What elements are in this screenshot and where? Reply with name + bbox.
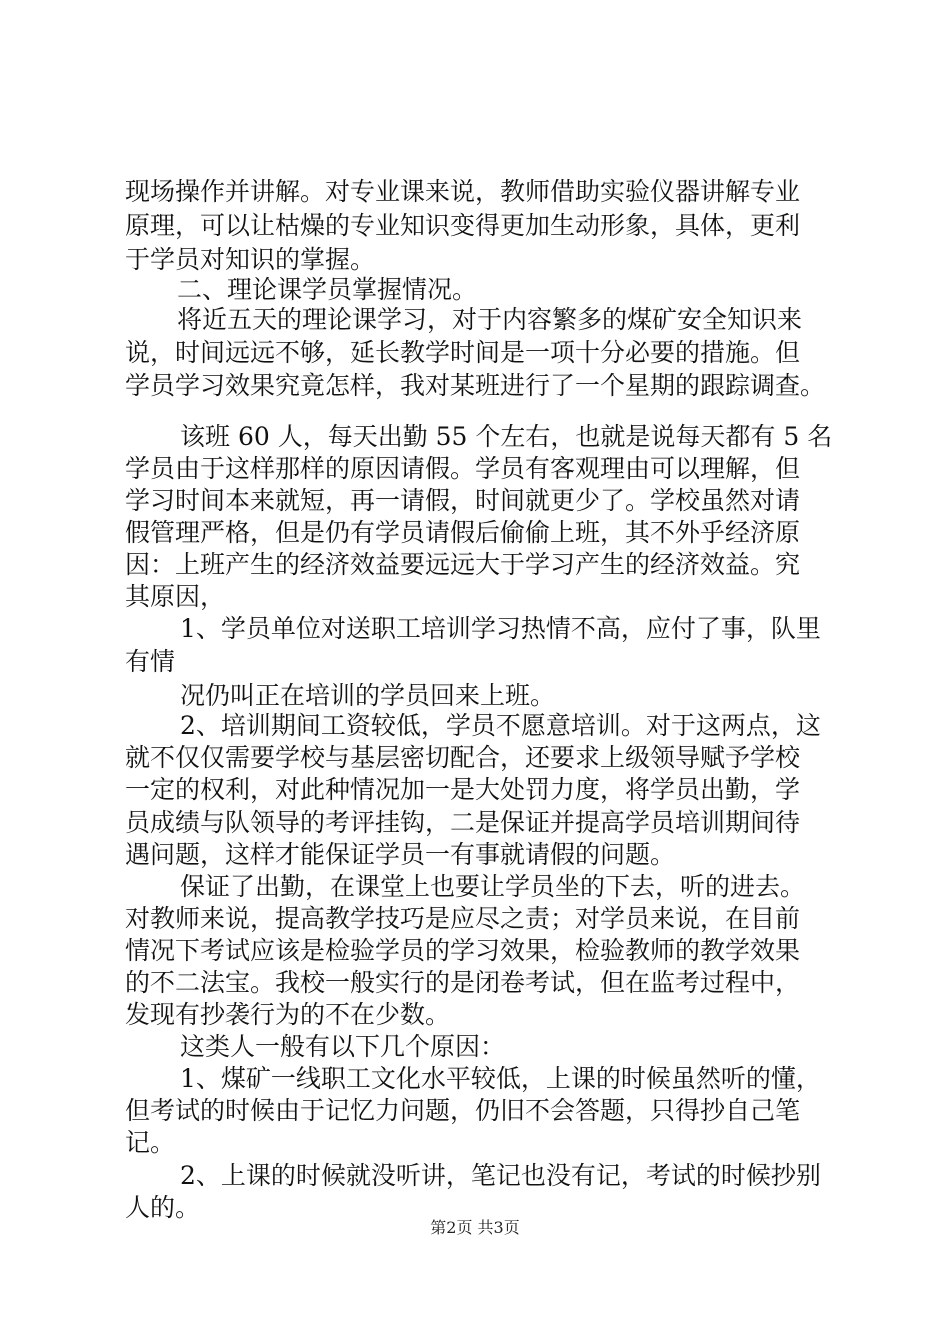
text-line: 人的。: [125, 1193, 201, 1222]
text-line: 说，时间远远不够，延长教学时间是一项十分必要的措施。但: [125, 338, 801, 367]
text-line: 发现有抄袭行为的不在少数。: [125, 1000, 451, 1029]
list-item: 1、煤矿一线职工文化水平较低，上课的时候虽然听的懂，: [180, 1064, 821, 1093]
text-line: 因：上班产生的经济效益要远远大于学习产生的经济效益。究: [125, 550, 801, 579]
text-line: 况仍叫正在培训的学员回来上班。: [180, 681, 556, 710]
text-line: 但考试的时候由于记忆力问题，仍旧不会答题，只得抄自己笔: [125, 1096, 801, 1125]
page-number-footer: 第2页 共3页: [430, 1218, 520, 1237]
text-line: 就不仅仅需要学校与基层密切配合，还要求上级领导赋予学校: [125, 743, 801, 772]
text-line: 于学员对知识的掌握。: [125, 245, 376, 274]
text-line: 学员由于这样那样的原因请假。学员有客观理由可以理解，但: [125, 454, 801, 483]
text-line: 学习时间本来就短，再一请假，时间就更少了。学校虽然对请: [125, 486, 801, 515]
text-line: 该班 60 人，每天出勤 55 个左右，也就是说每天都有 5 名: [180, 422, 833, 451]
list-item: 2、培训期间工资较低，学员不愿意培训。对于这两点，这: [180, 711, 821, 740]
list-item: 2、上课的时候就没听讲，笔记也没有记，考试的时候抄别: [180, 1161, 821, 1190]
text-line: 一定的权利，对此种情况加一是大处罚力度，将学员出勤，学: [125, 775, 801, 804]
list-item: 1、学员单位对送职工培训学习热情不高，应付了事，队里: [180, 614, 821, 643]
text-line: 这类人一般有以下几个原因：: [180, 1032, 506, 1061]
section-heading: 二、理论课学员掌握情况。: [177, 275, 478, 304]
text-line: 保证了出勤，在课堂上也要让学员坐的下去，听的进去。: [180, 872, 806, 901]
text-line: 遇问题，这样才能保证学员一有事就请假的问题。: [125, 840, 676, 869]
text-line: 对教师来说，提高教学技巧是应尽之责；对学员来说，在目前: [125, 904, 801, 933]
text-line: 其原因，: [125, 582, 226, 611]
text-line: 记。: [125, 1128, 176, 1157]
text-line: 情况下考试应该是检验学员的学习效果，检验教师的教学效果: [125, 936, 801, 965]
text-line: 员成绩与队领导的考评挂钩，二是保证并提高学员培训期间待: [125, 808, 801, 837]
text-line: 有情: [125, 647, 176, 676]
text-line: 的不二法宝。我校一般实行的是闭卷考试，但在监考过程中，: [125, 968, 801, 997]
text-line: 将近五天的理论课学习，对于内容繁多的煤矿安全知识来: [177, 305, 803, 334]
text-line: 学员学习效果究竟怎样，我对某班进行了一个星期的跟踪调查。: [125, 371, 826, 400]
text-line: 现场操作并讲解。对专业课来说，教师借助实验仪器讲解专业: [125, 177, 801, 206]
text-line: 原理，可以让枯燥的专业知识变得更加生动形象，具体，更利: [125, 211, 801, 240]
text-line: 假管理严格，但是仍有学员请假后偷偷上班，其不外乎经济原: [125, 518, 801, 547]
